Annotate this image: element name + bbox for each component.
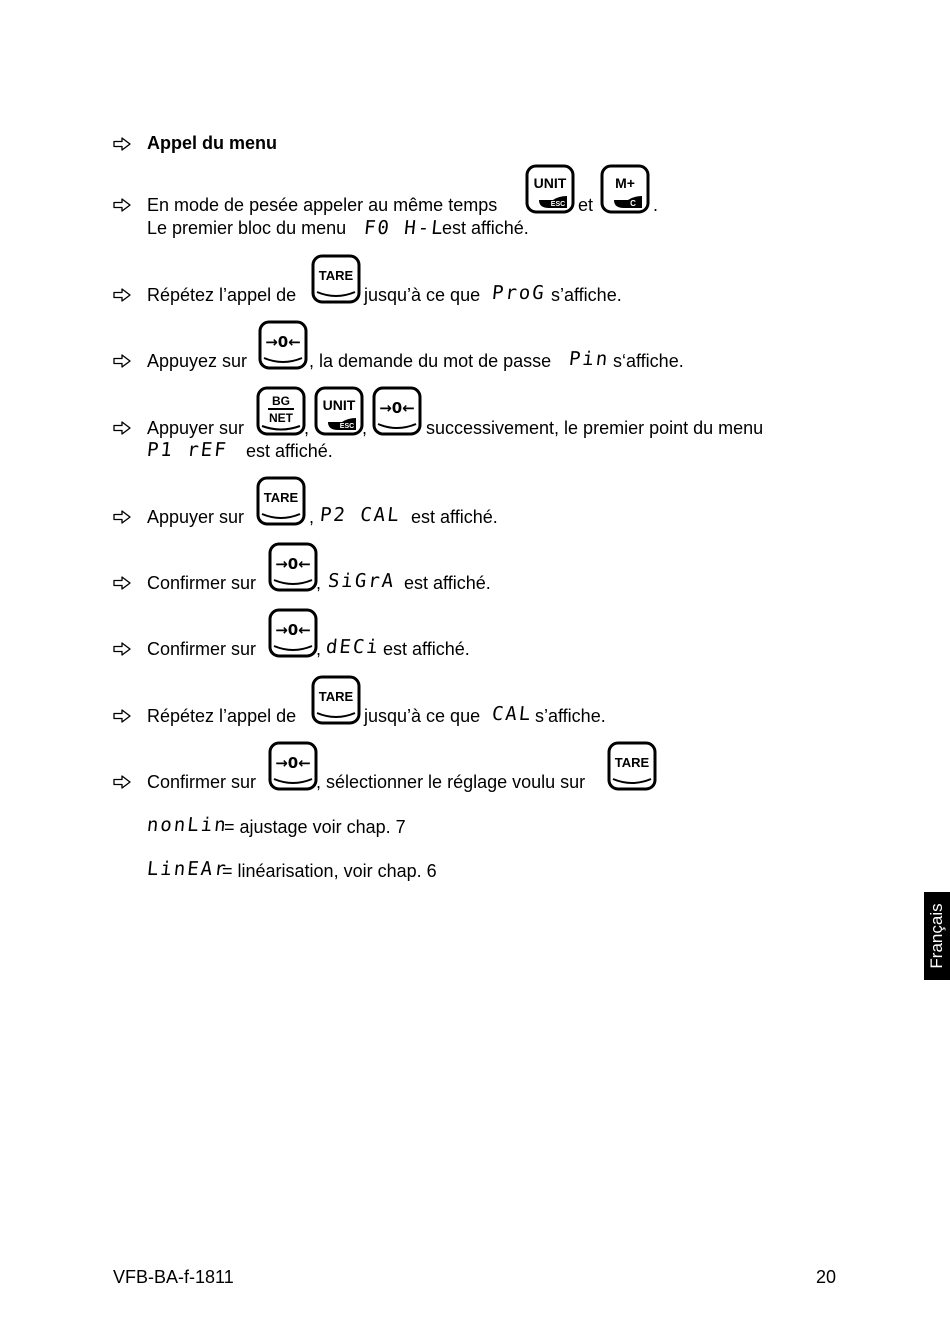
- page-number: 20: [816, 1267, 837, 1287]
- step-2-text-b: jusqu’à ce que: [364, 285, 481, 305]
- unit-esc-key-icon: [314, 386, 364, 436]
- step-2-suffix: s’affiche.: [551, 285, 622, 305]
- svg-text:NET: NET: [269, 411, 293, 425]
- svg-text:C: C: [630, 199, 636, 208]
- arrow-bullet-icon: [113, 642, 131, 656]
- arrow-bullet-icon: [113, 576, 131, 590]
- zero-key-icon: [372, 386, 422, 436]
- step-8-text: Répétez l’appel de: [147, 706, 297, 726]
- svg-text:M+: M+: [615, 175, 635, 191]
- step-5-sep: ,: [309, 507, 315, 527]
- step-4-text: Appuyer sur: [147, 418, 245, 438]
- step-7-text: Confirmer sur: [147, 639, 257, 659]
- lcd-display-text: nonLin: [145, 814, 229, 836]
- option-text: = linéarisation, voir chap. 6: [222, 861, 437, 881]
- lcd-display-text: dECi: [324, 636, 381, 658]
- section-heading-row: [0, 130, 950, 200]
- zero-key-icon: [268, 542, 318, 592]
- step-2-text: Répétez l’appel de: [147, 285, 297, 305]
- zero-key-icon: [258, 320, 308, 370]
- unit-esc-key-icon: [525, 164, 575, 214]
- svg-text:TARE: TARE: [614, 755, 650, 770]
- mplus-c-key-icon: [600, 164, 650, 214]
- lcd-display-text: CAL: [490, 703, 534, 725]
- step-9-text-b: , sélectionner le réglage voulu sur: [316, 772, 586, 792]
- step-8-text-b: jusqu’à ce que: [364, 706, 481, 726]
- step-1-period: .: [653, 195, 659, 215]
- step-1-line2: Le premier bloc du menu: [147, 218, 347, 238]
- section-title: Appel du menu: [147, 133, 277, 153]
- lcd-display-text: P2 CAL: [318, 504, 402, 526]
- arrow-bullet-icon: [113, 288, 131, 302]
- bg-net-key-icon: [256, 386, 306, 436]
- step-3-text: Appuyez sur: [147, 351, 248, 371]
- zero-key-icon: [268, 741, 318, 791]
- lcd-display-text: F0 H-L: [362, 217, 446, 239]
- option-text: = ajustage voir chap. 7: [224, 817, 406, 837]
- arrow-bullet-icon: [113, 510, 131, 524]
- svg-text:→0←: →0←: [275, 555, 311, 573]
- step-1-text: En mode de pesée appeler au même temps: [147, 195, 498, 215]
- step-4-sep1: ,: [304, 418, 310, 438]
- step-1-and: et: [578, 195, 594, 215]
- step-3-suffix: s‘affiche.: [613, 351, 684, 371]
- step-1-suffix: est affiché.: [442, 218, 529, 238]
- svg-text:→0←: →0←: [265, 333, 301, 351]
- svg-text:→0←: →0←: [379, 399, 415, 417]
- lcd-display-text: SiGrA: [326, 570, 397, 592]
- svg-text:→0←: →0←: [275, 621, 311, 639]
- svg-text:UNIT: UNIT: [322, 397, 356, 413]
- svg-text:UNIT: UNIT: [533, 175, 567, 191]
- step-6-sep: ,: [316, 573, 322, 593]
- svg-text:TARE: TARE: [263, 490, 299, 505]
- svg-text:→0←: →0←: [275, 754, 311, 772]
- svg-text:BG: BG: [272, 394, 290, 408]
- tare-key-icon: [607, 741, 657, 791]
- step-6-text: Confirmer sur: [147, 573, 257, 593]
- footer-doc-id: VFB-BA-f-1811: [113, 1267, 234, 1287]
- lcd-display-text: P1 rEF: [145, 439, 229, 461]
- step-4-suffix: est affiché.: [246, 441, 333, 461]
- arrow-bullet-icon: [113, 354, 131, 368]
- svg-text:ESC: ESC: [550, 201, 566, 208]
- arrow-bullet-icon: [113, 421, 131, 435]
- arrow-bullet-icon: [113, 198, 131, 212]
- svg-text:TARE: TARE: [318, 689, 354, 704]
- step-5-text: Appuyer sur: [147, 507, 245, 527]
- svg-text:TARE: TARE: [318, 268, 354, 283]
- svg-text:ESC: ESC: [339, 423, 355, 430]
- zero-key-icon: [268, 608, 318, 658]
- arrow-bullet-icon: [113, 775, 131, 789]
- step-4-sep2: ,: [362, 418, 368, 438]
- lcd-display-text: ProG: [490, 282, 547, 304]
- tare-key-icon: [311, 675, 361, 725]
- step-8-suffix: s’affiche.: [535, 706, 606, 726]
- tare-key-icon: [256, 476, 306, 526]
- step-3-text-b: , la demande du mot de passe: [309, 351, 552, 371]
- step-9-text: Confirmer sur: [147, 772, 257, 792]
- language-tab: [924, 892, 950, 980]
- arrow-bullet-icon: [113, 709, 131, 723]
- tare-key-icon: [311, 254, 361, 304]
- step-6-suffix: est affiché.: [404, 573, 491, 593]
- lcd-display-text: Pin: [567, 348, 611, 370]
- step-7-suffix: est affiché.: [383, 639, 470, 659]
- arrow-bullet-icon: [113, 137, 131, 151]
- language-tab-label: Français: [927, 903, 946, 969]
- step-4-text-b: successivement, le premier point du menu: [426, 418, 764, 438]
- lcd-display-text: LinEAr: [145, 858, 229, 880]
- step-7-sep: ,: [316, 639, 322, 659]
- step-5-suffix: est affiché.: [411, 507, 498, 527]
